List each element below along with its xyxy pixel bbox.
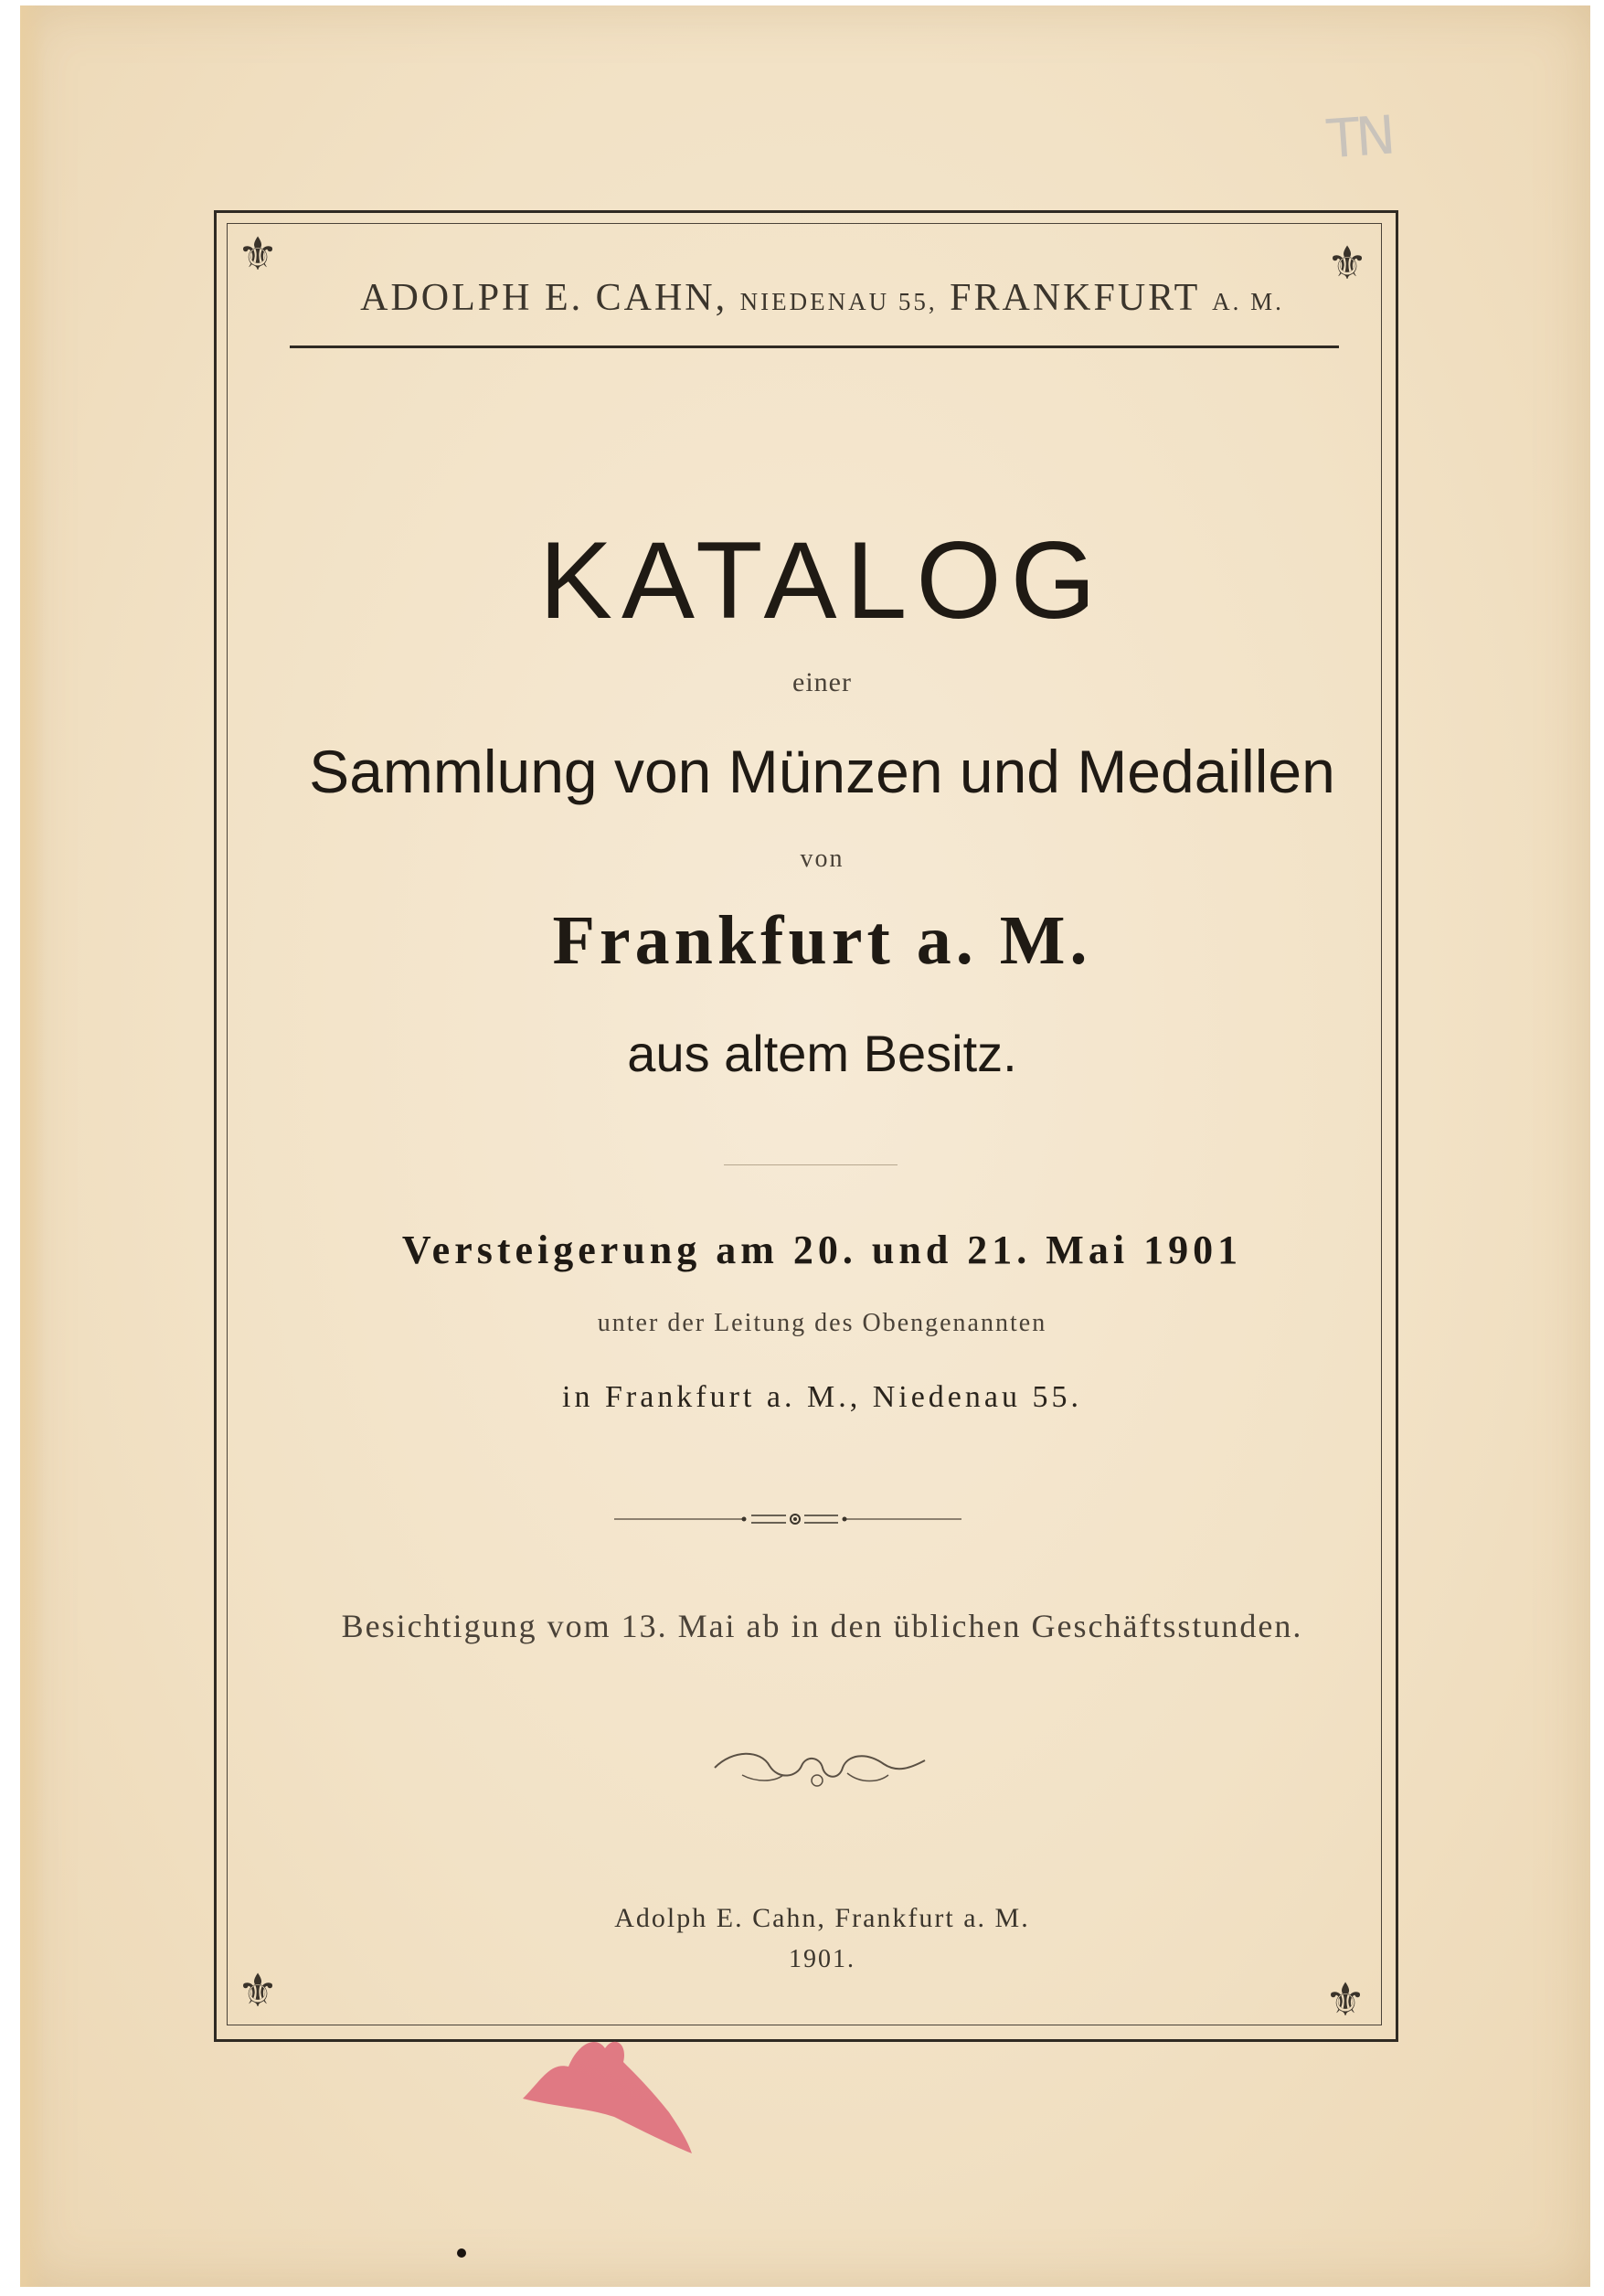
fleur-de-lis-icon: ⚜ xyxy=(1324,1973,1366,2026)
publisher-imprint: Adolph E. Cahn, Frankfurt a. M. xyxy=(614,1903,1030,1933)
fleur-de-lis-icon: ⚜ xyxy=(237,228,279,281)
red-stamp-mark xyxy=(514,2025,696,2163)
page-title: KATALOG xyxy=(538,519,1106,642)
von-text: von xyxy=(800,845,844,873)
place-title: Frankfurt a. M. xyxy=(552,902,1092,979)
fleur-de-lis-icon: ⚜ xyxy=(1326,237,1368,290)
separator-rule xyxy=(724,1164,898,1165)
header-rule xyxy=(290,345,1339,348)
catalog-cover xyxy=(20,5,1590,2287)
viewing-notice: Besichtigung vom 13. Mai ab in den üblichen Geschäftsstunden. xyxy=(341,1608,1303,1644)
publisher-header xyxy=(20,276,1604,320)
header-city: FRANKFURT xyxy=(950,277,1200,319)
auction-location: in Frankfurt a. M., Niedenau 55. xyxy=(562,1380,1082,1414)
provenance-text: aus altem Besitz. xyxy=(627,1025,1017,1082)
publication-year: 1901. xyxy=(789,1945,855,1973)
header-address: NIEDENAU 55, xyxy=(739,288,938,315)
fleur-de-lis-icon: ⚜ xyxy=(237,1964,279,2017)
subtitle: Sammlung von Münzen und Medaillen xyxy=(309,738,1335,805)
scroll-flourish-icon xyxy=(20,1740,1604,1795)
header-name: ADOLPH E. CAHN, xyxy=(360,277,728,319)
einer-text: einer xyxy=(792,667,852,697)
pencil-annotation: TN xyxy=(1324,103,1395,171)
ornamental-rule-icon xyxy=(20,1510,1604,1528)
direction-text: unter der Leitung des Obengenannten xyxy=(597,1309,1047,1337)
ink-dot xyxy=(457,2248,466,2258)
header-city-suffix: A. M. xyxy=(1212,288,1284,315)
auction-dates: Versteigerung am 20. und 21. Mai 1901 xyxy=(401,1228,1243,1272)
